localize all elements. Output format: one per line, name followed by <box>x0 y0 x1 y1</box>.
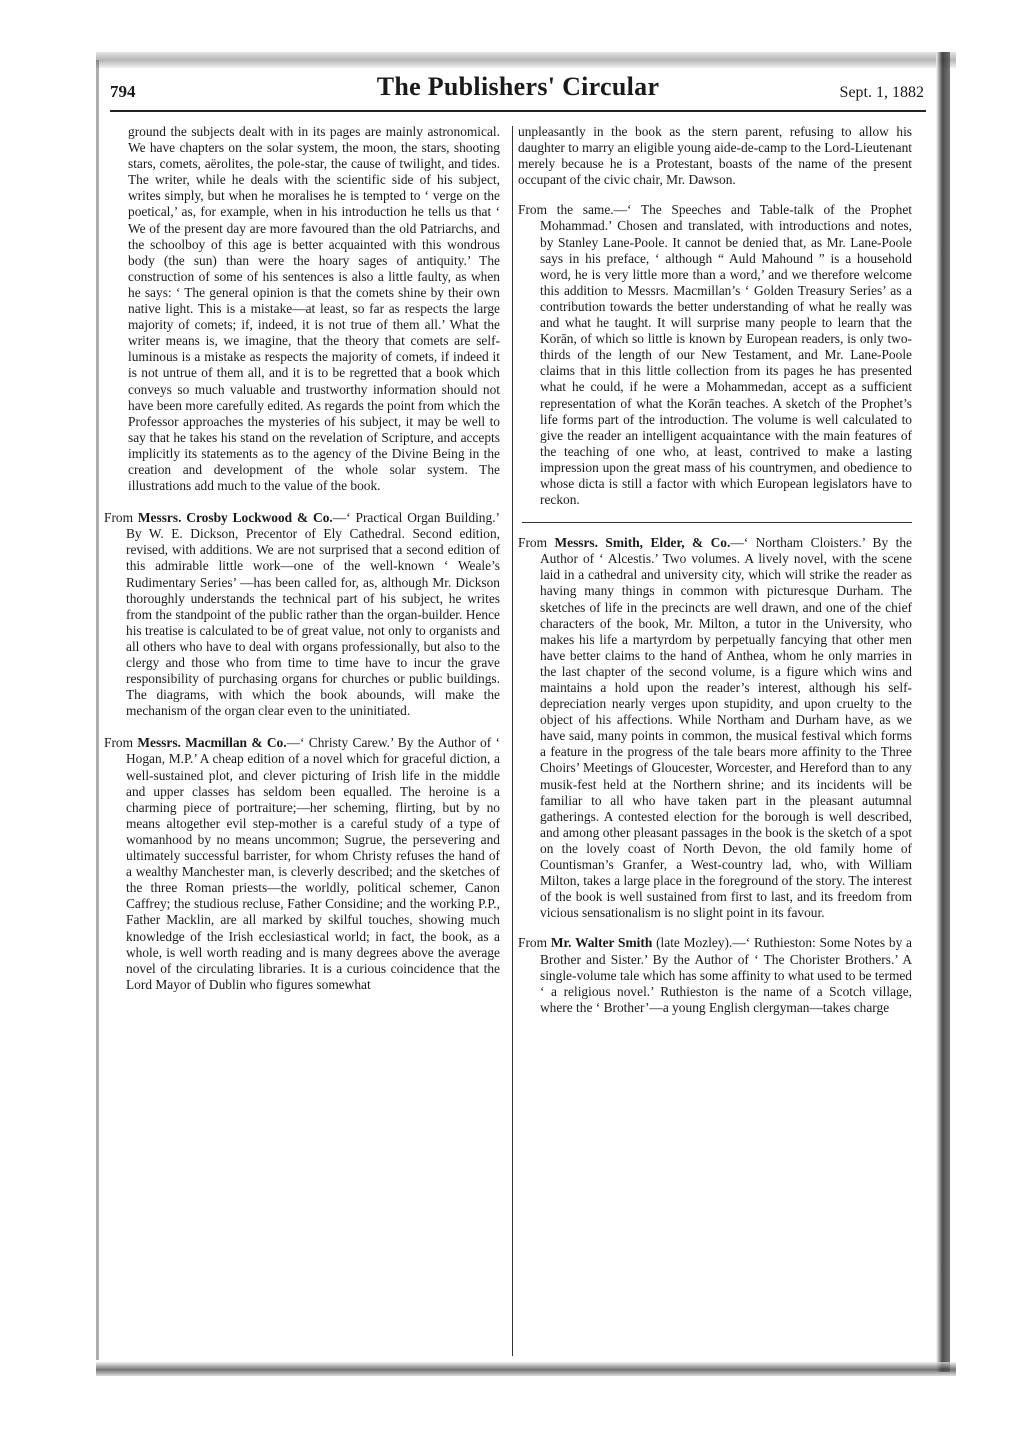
review-crosby-lockwood <box>104 510 500 719</box>
review-body: —‘ Northam Cloisters.’ By the Author of ‘ Alcestis.’ Two volumes. A lively novel, with the scene laid in a cathedral and university city, which will strike the reader as having many things in common with picturesque Durham. The sketches of life in the precincts are well drawn, and one of the chief characters of the book, Mr. Milton, a tutor in the University, who makes his life a martyrdom by perpetually fancying that other men have better claims to the hand of Anthea, whom he only marries in the last chapter of the second volume, is a figure which wins and maintains a hold upon the reader’s interest, although his self-depreciation nearly verges upon stupidity, and upon cruelty to the object of his affections. While Northam and Durham have, as we have said, many points in common, the musical festival which forms a feature in the progress of the tale bears more affinity to the Three Choirs’ Meetings of Gloucester, Worcester, and Hereford than to any musik-fest held at the Northern shrine; and its incidents will be familiar to all who have taken part in the pleasant autumnal gatherings. A contested election for the borough is well described, and among other pleasant passages in the book is the sketch of a spot on the lovely coast of North Devon, the old family home of Countisman’s Granfer, a West-country lad, who, with William Milton, takes a large place in the foreground of the story. The interest of the book is well sustained from first to last, and its freedom from vicious sensationalism is no slight point in its favour. <box>540 535 912 921</box>
review-lead: From <box>518 935 548 951</box>
review-paragraph <box>518 535 912 921</box>
review-macmillan-koran <box>518 202 912 508</box>
right-column <box>518 124 912 1030</box>
continued-review <box>104 124 500 494</box>
publisher-name: Messrs. Crosby Lockwood & Co. <box>137 510 333 526</box>
review-paragraph <box>104 510 500 719</box>
column-divider <box>512 126 513 1356</box>
left-column <box>104 124 500 1009</box>
review-body: —‘ Christy Carew.’ By the Author of ‘ Hogan, M.P.’ A cheap edition of a novel which for graceful diction, a well-sustained plot, and clever picturing of Irish life in the middle and upper classes has seldom been equalled. The heroine is a charming piece of portraiture;—her scheming, flirting, but by no means altogether evil step-mother is a careful study of a type of womanhood by no means uncommon; Sugrue, the persevering and ultimately successful barrister, for whom Christy refuses the hand of a wealthy Manchester man, is cleverly described; and the sketches of the three Roman priests—the worldly, political schemer, Canon Caffrey; the studious recluse, Father Considine; and the working P.P., Father Macklin, are all marked by skilful touches, showing much knowledge of the Irish ecclesiastical world; in fact, the book, as a whole, is well worth reading and is many degrees above the average novel of the circulating libraries. It is a curious coincidence that the Lord Mayor of Dublin who figures somewhat <box>126 735 500 992</box>
page-number: 794 <box>110 82 136 101</box>
scan-edge-left <box>96 60 99 1360</box>
scan-edge-bottom <box>96 1362 956 1376</box>
journal-title: The Publishers' Circular <box>376 72 660 101</box>
review-body: —‘ Practical Organ Building.’ By W. E. Dickson, Precentor of Ely Cathedral. Second edition, revised, with additions. We are not surprised that a second edition of this admirable little work—one of the well-known ‘ Weale’s Rudimentary Series’ —has been called for, as, although Mr. Dickson thoroughly understands the technical part of his subject, he writes from the standpoint of the public rather than the organ-builder. Hence his treatise is calculated to be of great value, not only to organists and all others who have to deal with organs professionally, but also to the clergy and those who from time to time have to incur the grave responsibility of purchasing organs for churches or public buildings. The diagrams, with which the book abounds, will make the mechanism of the organ clear even to the uninitiated. <box>126 510 500 719</box>
publisher-name: Mr. Walter Smith <box>550 935 653 951</box>
page-header <box>110 72 930 108</box>
publisher-name: Messrs. Smith, Elder, & Co. <box>554 535 731 551</box>
review-lead: From <box>518 535 548 551</box>
review-paragraph <box>518 202 912 508</box>
review-walter-smith <box>518 935 912 1015</box>
review-lead: From <box>104 510 134 526</box>
review-smith-elder <box>518 535 912 921</box>
continued-review <box>518 124 912 188</box>
issue-date: Sept. 1, 1882 <box>839 84 924 101</box>
review-macmillan <box>104 735 500 993</box>
review-lead: From <box>104 735 134 751</box>
scan-edge-right <box>936 52 950 1372</box>
review-lead: From <box>518 202 548 218</box>
review-paragraph <box>104 735 500 993</box>
review-body: unpleasantly in the book as the stern parent, refusing to allow his daughter to marry an eligible young aide-de-camp to the Lord-Lieutenant merely because he is a Protestant, boasts of the name of the present occupant of the civic chair, Mr. Dawson. <box>518 124 912 188</box>
review-body: (late Mozley).—‘ Ruthieston: Some Notes by a Brother and Sister.’ By the Author of ‘ The Chorister Brothers.’ A single-volume tale which has some affinity to what used to be termed ‘ a religious novel.’ Ruthieston is the name of a Scotch village, where the ‘ Brother’—a young English clergyman—takes charge <box>540 935 912 1015</box>
scan-edge-top <box>96 52 956 68</box>
review-body: the same.—‘ The Speeches and Table-talk of the Prophet Mohammad.’ Chosen and translated, with introductions and notes, by Stanley Lane-Poole. It cannot be denied that, as Mr. Lane-Poole says in his preface, ‘ although “ Auld Mahound ” is a household word, he is very little more than a word,’ and we therefore welcome this addition to Messrs. Macmillan’s ‘ Golden Treasury Series’ as a contribution towards the better understanding of what he really was and what he taught. It will surprise many people to learn that the Korān, of which so little is known by European readers, is only two-thirds of the length of our New Testament, and Mr. Lane-Poole claims that in this little collection from its pages he has presented what he could, if he were a Mohammedan, accept as a sufficient representation of what the Korān teaches. A sketch of the Prophet’s life forms part of the introduction. The volume is well calculated to give the reader an intelligent acquaintance with the main features of the teaching of one who, at least, contrived to make a lasting impression upon the great mass of his countrymen, and obedience to whose dicta is still a factor with which European legislators have to reckon. <box>540 202 912 508</box>
review-body: ground the subjects dealt with in its pages are mainly astronomical. We have chapters on the solar system, the moon, the stars, shooting stars, comets, aërolites, the pole-star, the cause of twilight, and tides. The writer, while he deals with the scientific side of his subject, writes simply, but when he moralises he is tempted to ‘ verge on the poetical,’ as, for example, when in his introduction he tells us that ‘ We of the present day are more favoured than the old Patriarchs, and the schoolboy of this age is better acquainted with this wondrous body (the sun) than were the hoary sages of antiquity.’ The construction of some of his sentences is also a little faulty, as when he says: ‘ The general opinion is that the comets shine by their own native light. This is a mistake—at least, so far as respects the large majority of comets; if, indeed, it is not true of them all.’ What the writer means is, we imagine, that the theory that comets are self-luminous is a mistake as respects the majority of comets, if indeed it is not untrue of them all, and it is to be regretted that a book which conveys so much valuable and trustworthy information should not have been more carefully edited. As regards the point from which the Professor approaches the mysteries of his subject, it may be well to say that he takes his stand on the revelation of Scripture, and accepts implicitly its statements as to the agency of the Divine Being in the creation and development of the whole solar system. The illustrations add much to the value of the book. <box>128 124 500 494</box>
section-rule <box>522 522 912 523</box>
review-paragraph <box>518 935 912 1015</box>
header-rule <box>110 110 926 112</box>
publisher-name: Messrs. Macmillan & Co. <box>137 735 287 751</box>
